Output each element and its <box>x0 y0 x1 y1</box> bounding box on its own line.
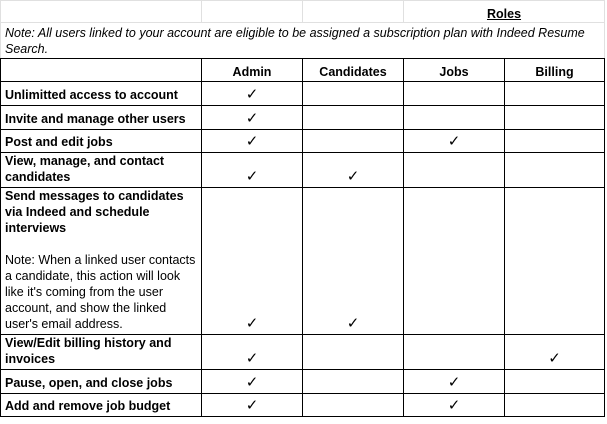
checkmark-icon: ✓ <box>245 110 259 127</box>
checkmark-icon: ✓ <box>447 133 461 150</box>
checkmark-icon: ✓ <box>447 374 461 391</box>
checkmark-icon: ✓ <box>548 350 561 367</box>
check-cell <box>404 370 505 394</box>
row-note-text: Note: When a linked user contacts a candidate, this action will look like it's coming from the user account, and show the linked user's email address. <box>5 253 196 331</box>
table-row <box>1 106 605 130</box>
check-cell <box>303 370 404 394</box>
check-cell <box>505 394 605 417</box>
check-cell <box>404 82 505 106</box>
check-cell <box>202 335 303 370</box>
header-blank <box>1 59 202 82</box>
row-label-text: Post and edit jobs <box>5 135 113 149</box>
checkmark-icon: ✓ <box>245 397 259 414</box>
check-cell <box>404 153 505 188</box>
row-label <box>1 130 202 153</box>
table-row <box>1 370 605 394</box>
checkmark-icon: ✓ <box>245 168 259 185</box>
table-row <box>1 153 605 188</box>
col-jobs: Jobs <box>404 59 505 82</box>
checkmark-icon: ✓ <box>447 397 461 414</box>
row-label <box>1 106 202 130</box>
check-cell <box>404 106 505 130</box>
note-row <box>1 23 605 59</box>
row-label-text: Invite and manage other users <box>5 112 186 126</box>
row-label-text: Add and remove job budget <box>5 399 171 413</box>
table-row <box>1 130 605 153</box>
check-cell <box>202 153 303 188</box>
row-label <box>1 394 202 417</box>
checkmark-icon: ✓ <box>245 86 259 103</box>
check-cell <box>505 188 605 335</box>
check-cell <box>404 335 505 370</box>
table-row <box>1 394 605 417</box>
row-label <box>1 370 202 394</box>
check-cell <box>505 335 605 370</box>
check-cell <box>505 106 605 130</box>
check-cell <box>202 188 303 335</box>
row-label-text: View, manage, and contact candidates <box>5 154 165 184</box>
check-cell <box>303 153 404 188</box>
header-row <box>1 59 605 82</box>
row-label <box>1 188 202 335</box>
checkmark-icon: ✓ <box>346 315 360 332</box>
table-row <box>1 188 605 335</box>
check-cell <box>303 82 404 106</box>
row-label <box>1 82 202 106</box>
col-billing: Billing <box>505 59 605 82</box>
check-cell <box>505 370 605 394</box>
checkmark-icon: ✓ <box>346 168 360 185</box>
row-label-text: View/Edit billing history and invoices <box>5 336 172 366</box>
check-cell <box>202 370 303 394</box>
check-cell <box>202 130 303 153</box>
check-cell <box>303 188 404 335</box>
check-cell <box>303 130 404 153</box>
checkmark-icon: ✓ <box>245 133 259 150</box>
check-cell <box>202 82 303 106</box>
check-cell <box>202 394 303 417</box>
check-cell <box>505 130 605 153</box>
col-candidates: Candidates <box>303 59 404 82</box>
check-cell <box>404 130 505 153</box>
checkmark-icon: ✓ <box>245 315 259 332</box>
check-cell <box>303 335 404 370</box>
checkmark-icon: ✓ <box>245 350 259 367</box>
permission-rows <box>1 82 605 417</box>
table-row <box>1 335 605 370</box>
row-label <box>1 153 202 188</box>
check-cell <box>202 106 303 130</box>
row-label-text: Send messages to candidates via Indeed and schedule interviews <box>5 189 184 235</box>
roles-title: Roles <box>404 1 605 23</box>
check-cell <box>505 153 605 188</box>
row-label-text: Unlimitted access to account <box>5 88 178 102</box>
spacer <box>5 236 197 252</box>
check-cell <box>404 188 505 335</box>
check-cell <box>404 394 505 417</box>
table-row <box>1 82 605 106</box>
checkmark-icon: ✓ <box>245 374 259 391</box>
check-cell <box>303 394 404 417</box>
col-admin: Admin <box>202 59 303 82</box>
row-label-text: Pause, open, and close jobs <box>5 376 173 390</box>
top-note: Note: All users linked to your account are eligible to be assigned a subscription plan with Indeed Resume Search. <box>1 23 605 59</box>
title-row <box>1 1 605 23</box>
check-cell <box>303 106 404 130</box>
row-label <box>1 335 202 370</box>
check-cell <box>505 82 605 106</box>
